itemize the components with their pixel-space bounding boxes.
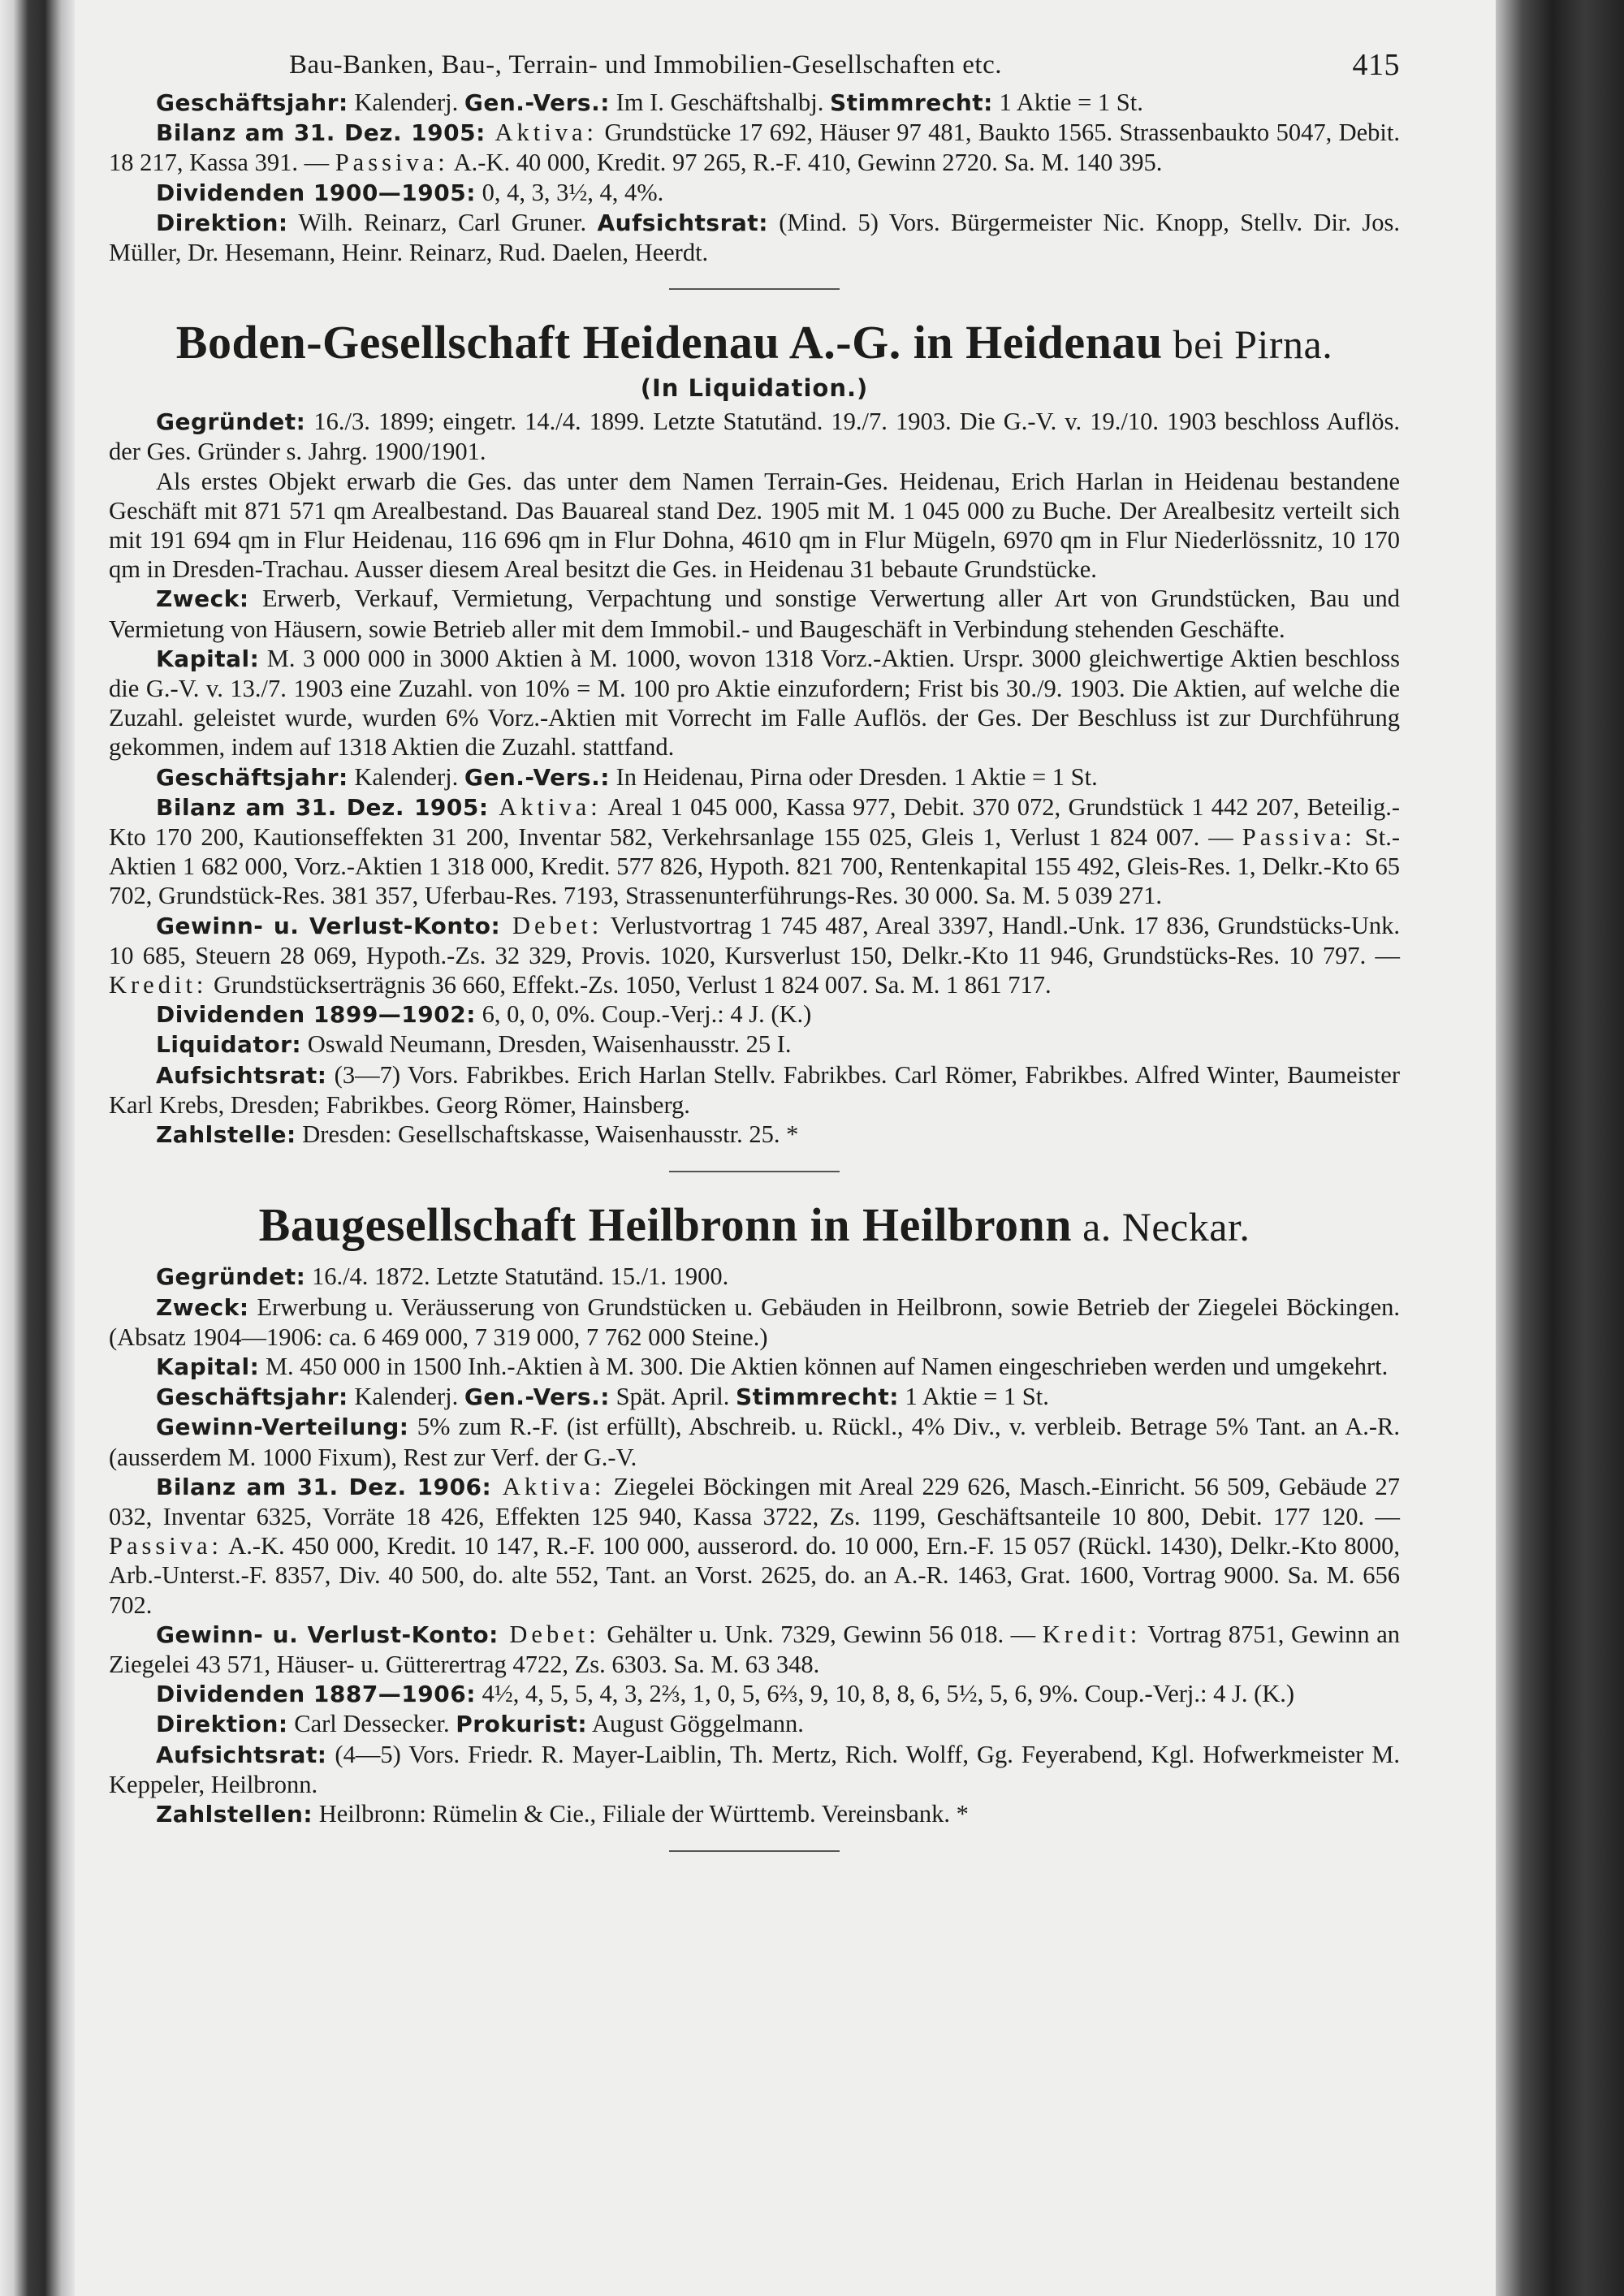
spaced-label: Passiva:: [335, 149, 449, 177]
scan-right-edge: [1494, 0, 1624, 2296]
field-text: Kalenderj.: [348, 88, 464, 116]
entry-previous: [109, 88, 1400, 267]
field-key: Gegründet:: [156, 1263, 306, 1291]
field-key: Gewinn- u. Verlust-Konto:: [156, 912, 501, 939]
field-key: Gewinn- u. Verlust-Konto:: [156, 1621, 499, 1648]
paragraph: [109, 1472, 1400, 1620]
field-key: Gen.-Vers.:: [464, 89, 610, 116]
field-text: M. 3 000 000 in 3000 Aktien à M. 1000, wovon 1318 Vorz.-Aktien. Urspr. 3000 gleichwertige Aktien beschloss die G.-V. v. 13./7. 1903 eine Zuzahl. von 10% = M. 100 pro Aktie einzufordern; Frist bis 30./9. 1903. Die Aktien, auf welche die Zuzahl. geleistet wurde, wurden 6% Vorz.-Aktien mit Vorrecht im Falle Auflös. der Ges. Der Beschluss ist zur Durchführung gekommen, indem auf 1318 Aktien die Zuzahl. stattfand.: [109, 644, 1400, 762]
paragraph: [109, 467, 1400, 585]
field-key: Stimmrecht:: [829, 89, 993, 116]
field-text: 4½, 4, 5, 5, 4, 3, 2⅔, 1, 0, 5, 6⅔, 9, 10, 8, 8, 6, 5½, 5, 6, 9%. Coup.-Verj.: 4 J. (K.): [475, 1680, 1295, 1708]
spaced-label: Aktiva:: [491, 1472, 606, 1500]
heading-location: a. Neckar.: [1072, 1204, 1250, 1250]
field-text: 16./4. 1872. Letzte Statutänd. 15./1. 1900.: [305, 1262, 729, 1291]
spaced-label: Kredit:: [109, 971, 208, 999]
field-text: Erwerbung u. Veräusserung von Grundstücken u. Gebäuden in Heilbronn, sowie Betrieb der Ziegelei Böckingen. (Absatz 1904—1906: ca. 6 469 000, 7 319 000, 7 762 000 Steine.): [109, 1293, 1400, 1351]
paragraph: [109, 792, 1400, 911]
page-content: [109, 47, 1400, 1876]
heading-location: bei Pirna.: [1162, 322, 1333, 368]
field-key: Geschäftsjahr:: [156, 1383, 348, 1411]
field-text: Areal 1 045 000, Kassa 977, Debit. 370 072, Grundstück 1 442 207, Beteilig.-Kto 170 200, Kautionseffekten 31 200, Inventar 582, Verkehrsanlage 155 025, Gleis 1, Verlust 1 824 007. —: [109, 792, 1400, 852]
field-text: 16./3. 1899; eingetr. 14./4. 1899. Letzte Statutänd. 19./7. 1903. Die G.-V. v. 19./10. 1903 beschloss Auflös. der Ges. Gründer s. Jahrg. 1900/1901.: [109, 408, 1400, 466]
section-divider: [669, 288, 840, 290]
field-key: Aufsichtsrat:: [597, 209, 768, 236]
paragraph: [109, 178, 1400, 208]
entry-heading: [109, 1197, 1400, 1255]
spaced-label: Aktiva:: [488, 792, 602, 821]
field-key: Zweck:: [156, 585, 249, 613]
field-key: Aufsichtsrat:: [156, 1741, 327, 1768]
entry-heidenau: [109, 314, 1400, 1150]
field-key: Gegründet:: [156, 408, 306, 436]
paragraph: [109, 1679, 1400, 1709]
field-text: Kalenderj.: [348, 1383, 464, 1411]
field-text: St.-Aktien 1 682 000, Vorz.-Aktien 1 318 000, Kredit. 577 826, Hypoth. 821 700, Rentenkapital 155 492, Gleis-Res. 1, Delkr.-Kto 65 702, Grundstück-Res. 381 357, Uferbau-Res. 7193, Strassenunterführungs-Res. 30 000. Sa. M. 5 039 271.: [109, 823, 1401, 910]
entry-heilbronn: [109, 1197, 1400, 1829]
field-key: Geschäftsjahr:: [156, 89, 348, 116]
field-key: Aufsichtsrat:: [156, 1061, 327, 1089]
field-text: Grundstücke 17 692, Häuser 97 481, Baukto 1565. Strassenbaukto 5047, Debit. 18 217, Kassa 391. —: [109, 119, 1401, 177]
field-text: Im I. Geschäftshalbj.: [609, 88, 830, 116]
field-text: Carl Dessecker.: [287, 1710, 456, 1738]
field-key: Direktion:: [156, 209, 288, 236]
field-text: Spät. April.: [609, 1383, 736, 1411]
paragraph: [109, 1029, 1400, 1060]
heading-main: Boden-Gesellschaft Heidenau A.-G. in Heidenau: [175, 316, 1163, 369]
field-text: Vortrag 8751, Gewinn an Ziegelei 43 571, Häuser- u. Gütterertrag 4722, Zs. 6303. Sa. M. 63 348.: [109, 1620, 1400, 1678]
spaced-label: Passiva:: [109, 1532, 222, 1560]
field-key: Gewinn-Verteilung:: [156, 1413, 409, 1441]
field-key: Dividenden 1900—1905:: [156, 179, 476, 206]
paragraph: [109, 1120, 1400, 1150]
field-key: Zahlstelle:: [156, 1121, 296, 1149]
field-text: (4—5) Vors. Friedr. R. Mayer-Laiblin, Th. Mertz, Rich. Wolff, Gg. Feyerabend, Kgl. Hofwerkmeister M. Keppeler, Heilbronn.: [109, 1740, 1400, 1798]
paragraph: [109, 1799, 1400, 1829]
paragraph: [109, 1709, 1400, 1739]
field-text: August Göggelmann.: [587, 1710, 804, 1738]
field-text: Grundstückserträgnis 36 660, Effekt.-Zs. 1050, Verlust 1 824 007. Sa. M. 1 861 717.: [207, 971, 1052, 999]
field-text: Ziegelei Böckingen mit Areal 229 626, Masch.-Einricht. 56 509, Gebäude 27 032, Inventar 6325, Vorräte 18 426, Effekten 125 940, Kassa 3722, Zs. 1199, Geschäftsanteile 10 800, Debit. 177 120. —: [109, 1472, 1400, 1530]
field-key: Zweck:: [156, 1293, 249, 1321]
field-key: Kapital:: [156, 645, 260, 672]
field-key: Gen.-Vers.:: [464, 763, 610, 791]
field-key: Liquidator:: [156, 1031, 302, 1059]
field-text: 6, 0, 0, 0%. Coup.-Verj.: 4 J. (K.): [475, 1000, 812, 1029]
field-text: Dresden: Gesellschaftskasse, Waisenhausstr. 25. *: [296, 1120, 799, 1149]
field-key: Dividenden 1887—1906:: [156, 1681, 476, 1708]
field-text: 1 Aktie = 1 St.: [898, 1383, 1049, 1411]
field-text: A.-K. 450 000, Kredit. 10 147, R.-F. 100 000, ausserord. do. 10 000, Ern.-F. 15 057 (Rückl. 1430), Delkr.-Kto 8000, Arb.-Unterst.-F. 8357, Div. 40 500, do. alte 552, Tant. an Vorst. 2625, do. an A.-R. 1463, Grat. 1600, Vortrag 9000. Sa. M. 656 702.: [109, 1532, 1400, 1619]
spaced-label: Kredit:: [1042, 1620, 1142, 1648]
paragraph: [109, 911, 1400, 1000]
paragraph: [109, 644, 1400, 762]
scan-left-edge: [0, 0, 75, 2296]
field-key: Bilanz am 31. Dez. 1906:: [156, 1473, 492, 1500]
paragraph: [109, 118, 1400, 177]
field-key: Bilanz am 31. Dez. 1905:: [156, 793, 489, 821]
field-text: Heilbronn: Rümelin & Cie., Filiale der Württemb. Vereinsbank. *: [313, 1799, 969, 1828]
field-text: 1 Aktie = 1 St.: [992, 88, 1143, 116]
page: [75, 0, 1496, 2296]
field-text: Erwerb, Verkauf, Vermietung, Verpachtung und sonstige Verwertung aller Art von Grundstücken, Bau und Vermietung von Häusern, sowie Betrieb aller mit dem Immobil.- und Baugeschäft in Verbindung stehenden Geschäfte.: [109, 585, 1400, 643]
paragraph: [109, 1620, 1400, 1679]
field-text: Gehälter u. Unk. 7329, Gewinn 56 018. —: [599, 1620, 1043, 1648]
field-text: Oswald Neumann, Dresden, Waisenhausstr. 25 I.: [301, 1030, 792, 1059]
field-key: Direktion:: [156, 1711, 288, 1738]
paragraph: [109, 1352, 1400, 1382]
entry-heading: [109, 314, 1400, 373]
field-text: (Mind. 5) Vors. Bürgermeister Nic. Knopp, Stellv. Dir. Jos. Müller, Dr. Hesemann, Heinr. Reinarz, Rud. Daelen, Heerdt.: [109, 208, 1400, 267]
section-divider: [669, 1850, 840, 1852]
paragraph: [109, 1740, 1400, 1799]
field-key: Geschäftsjahr:: [156, 763, 348, 791]
running-head: [109, 47, 1400, 88]
field-key: Gen.-Vers.:: [464, 1383, 610, 1411]
field-text: (3—7) Vors. Fabrikbes. Erich Harlan Stellv. Fabrikbes. Carl Römer, Fabrikbes. Alfred Winter, Baumeister Karl Krebs, Dresden; Fabrikbes. Georg Römer, Hainsberg.: [109, 1060, 1400, 1119]
field-text: 0, 4, 3, 3½, 4, 4%.: [475, 178, 664, 206]
running-head-title: Bau-Banken, Bau-, Terrain- und Immobilien-Gesellschaften etc.: [289, 50, 1002, 80]
paragraph: [109, 1382, 1400, 1412]
field-key: Stimmrecht:: [735, 1383, 899, 1411]
paragraph: [109, 1412, 1400, 1471]
field-key: Bilanz am 31. Dez. 1905:: [156, 119, 486, 147]
paragraph: [109, 407, 1400, 466]
paragraph: [109, 1060, 1400, 1120]
field-key: Zahlstellen:: [156, 1800, 313, 1828]
paragraph: [109, 584, 1400, 643]
field-key: Kapital:: [156, 1353, 260, 1380]
paragraph: [109, 999, 1400, 1029]
spaced-label: Aktiva:: [485, 119, 598, 147]
field-text: Als erstes Objekt erwarb die Ges. das unter dem Namen Terrain-Ges. Heidenau, Erich Harlan in Heidenau bestandene Geschäft mit 871 571 qm Arealbestand. Das Bauareal stand Dez. 1905 mit M. 1 045 000 zu Buche. Der Arealbesitz verteilt sich mit 191 694 qm in Flur Heidenau, 116 696 qm in Flur Dohna, 4610 qm in Flur Mügeln, 6970 qm in Flur Niederlössnitz, 10 170 qm in Dresden-Trachau. Ausser diesem Areal besitzt die Ges. in Heidenau 31 bebaute Grundstücke.: [109, 467, 1400, 584]
page-number: 415: [1352, 48, 1400, 82]
field-text: Verlustvortrag 1 745 487, Areal 3397, Handl.-Unk. 17 836, Grundstücks-Unk. 10 685, Steuern 28 069, Hypoth.-Zs. 32 329, Provis. 1020, Kursverlust 150, Delkr.-Kto 11 946, Grundstücks-Res. 10 797. —: [109, 911, 1400, 969]
field-text: M. 450 000 in 1500 Inh.-Aktien à M. 300. Die Aktien können auf Namen eingeschrieben werden und umgekehrt.: [259, 1352, 1389, 1380]
heading-main: Baugesellschaft Heilbronn in Heilbronn: [258, 1198, 1073, 1252]
spaced-label: Passiva:: [1242, 823, 1356, 852]
field-text: 5% zum R.-F. (ist erfüllt), Abschreib. u. Rückl., 4% Div., v. verbleib. Betrage 5% Tant. an A.-R. (ausserdem M. 1000 Fixum), Rest zur Verf. der G.-V.: [109, 1413, 1400, 1471]
field-key: Dividenden 1899—1902:: [156, 1001, 476, 1029]
spaced-label: Debet:: [498, 1620, 600, 1648]
paragraph: [109, 208, 1400, 267]
field-text: Kalenderj.: [348, 762, 464, 791]
paragraph: [109, 1293, 1400, 1352]
field-text: A.-K. 40 000, Kredit. 97 265, R.-F. 410, Gewinn 2720. Sa. M. 140 395.: [448, 149, 1163, 177]
spaced-label: Debet:: [500, 911, 603, 939]
paragraph: [109, 88, 1400, 118]
section-divider: [669, 1171, 840, 1172]
field-text: Wilh. Reinarz, Carl Gruner.: [287, 208, 598, 236]
field-text: In Heidenau, Pirna oder Dresden. 1 Aktie = 1 St.: [609, 762, 1098, 791]
paragraph: [109, 762, 1400, 792]
field-key: Prokurist:: [456, 1711, 588, 1738]
paragraph: [109, 1262, 1400, 1292]
entry-subheading: (In Liquidation.): [640, 374, 869, 403]
